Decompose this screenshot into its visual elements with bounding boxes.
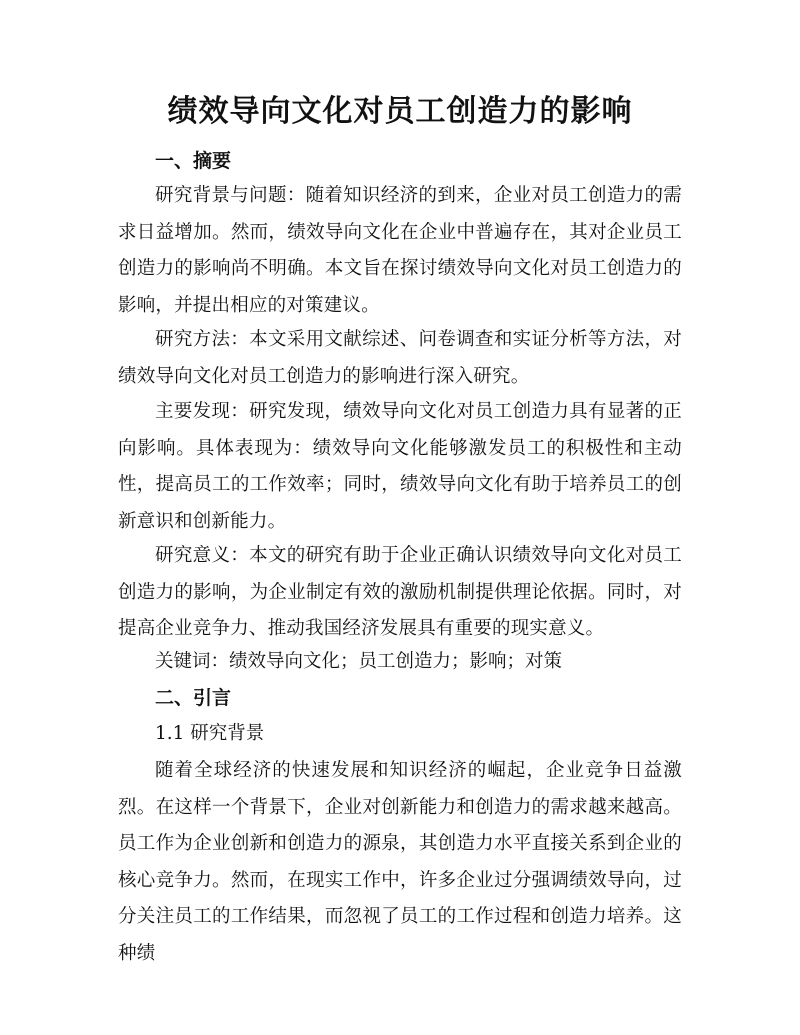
paragraph-methods: 研究方法：本文采用文献综述、问卷调查和实证分析等方法，对绩效导向文化对员工创造力的影响进行深入研究。 bbox=[118, 329, 682, 387]
paragraph-intro-background: 随着全球经济的快速发展和知识经济的崛起，企业竞争日益激烈。在这样一个背景下，企业对创新能力和创造力的需求越来越高。员工作为企业创新和创造力的源泉，其创造力水平直接关系到企业的核心竞争力。然而，在现实工作中，许多企业过分强调绩效导向，过分关注员工的工作结果，而忽视了员工的工作过程和创造力培养。这种绩 bbox=[118, 760, 682, 964]
paragraph-findings: 主要发现：研究发现，绩效导向文化对员工创造力具有显著的正向影响。具体表现为：绩效导向文化能够激发员工的积极性和主动性，提高员工的工作效率；同时，绩效导向文化有助于培养员工的创新意识和创新能力。 bbox=[118, 401, 682, 532]
document-title: 绩效导向文化对员工创造力的影响 bbox=[167, 94, 633, 129]
paragraph-significance: 研究意义：本文的研究有助于企业正确认识绩效导向文化对员工创造力的影响，为企业制定有效的激励机制提供理论依据。同时，对提高企业竞争力、推动我国经济发展具有重要的现实意义。 bbox=[118, 545, 682, 640]
section-heading-abstract: 一、摘要 bbox=[155, 150, 232, 172]
subsection-heading-1-1: 1.1 研究背景 bbox=[155, 723, 265, 744]
section-heading-introduction: 二、引言 bbox=[155, 687, 232, 709]
keywords-line: 关键词：绩效导向文化；员工创造力；影响；对策 bbox=[155, 651, 563, 672]
paragraph-background: 研究背景与问题：随着知识经济的到来，企业对员工创造力的需求日益增加。然而，绩效导向文化在企业中普遍存在，其对企业员工创造力的影响尚不明确。本文旨在探讨绩效导向文化对员工创造力的影响，并提出相应的对策建议。 bbox=[118, 185, 682, 316]
